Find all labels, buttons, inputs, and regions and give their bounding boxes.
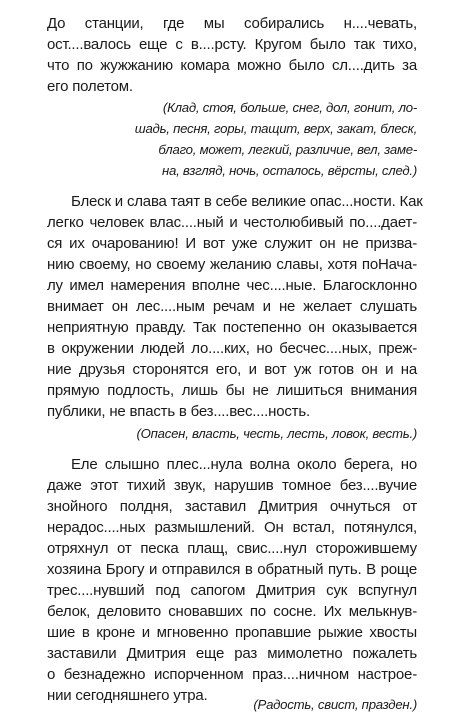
paragraph-2-line: в окружении людей ло....ких, но бесчес....ных, преж- xyxy=(47,340,417,357)
paragraph-3-line: трес....нувший под сапогом Дмитрия сук вспугнул xyxy=(47,582,417,599)
hint-line: (Клад, стоя, больше, снег, дол, гонит, ло- xyxy=(162,100,417,115)
paragraph-3-line: Еле слышно плес...нула волна около берега, но xyxy=(71,456,417,473)
paragraph-1-line: его полетом. xyxy=(47,78,133,95)
hint-line: шадь, песня, горы, тащит, верх, закат, блеск, xyxy=(134,121,417,136)
hint-line: благо, может, легкий, различие, вел, заме- xyxy=(158,142,417,157)
paragraph-2-line: публики, не впасть в без....вес....ность. xyxy=(47,403,310,420)
paragraph-1-line: ост....валось еще с в....рсту. Кругом было так тихо, xyxy=(47,36,417,53)
paragraph-3-line: хозяина Брогу и отправился в обратный путь. В роще xyxy=(47,561,417,578)
paragraph-3-line: нерадос....ных размышлений. Он встал, потянулся, xyxy=(47,519,417,536)
paragraph-2-line: неприятную правду. Так постепенно он оказывается xyxy=(47,319,417,336)
paragraph-3-line: заставили Дмитрия еще раз мимолетно пожалеть xyxy=(47,645,417,662)
paragraph-2-line: прямую подлость, лишь бы не лишиться внимания xyxy=(47,382,417,399)
hint-line: (Опасен, власть, честь, лесть, ловок, весть.) xyxy=(136,426,417,441)
paragraph-3-line: белок, деловито сновавших по сосне. Их мелькнув- xyxy=(47,603,417,620)
paragraph-2-line: нию своему, но своему желанию славы, хотя поНача- xyxy=(47,256,417,273)
paragraph-2-line: ние друзья сторонятся его, и вот уж готов он и на xyxy=(47,361,417,378)
hint-line: (Радость, свист, празден.) xyxy=(253,697,417,712)
paragraph-3-line: даже этот тихий звук, нарушив томное без....вучие xyxy=(47,477,417,494)
hint-line: на, взгляд, ночь, осталось, вёрсты, след.) xyxy=(162,163,417,178)
paragraph-3-line: нии сегодняшнего утра. xyxy=(47,687,208,704)
paragraph-2-line: внимает он лес....ным речам и не желает слушать xyxy=(47,298,417,315)
paragraph-2-line: легко человек влас....ный и честолюбивый по....дает- xyxy=(47,214,417,231)
paragraph-3-line: о безнадежно испорченном праз....ничном настрое- xyxy=(47,666,417,683)
paragraph-1-line: что по жужжанию комара можно было сл....дить за xyxy=(47,57,417,74)
paragraph-3-line: шие в кроне и мгновенно пропавшие рыжие хвосты xyxy=(47,624,417,641)
paragraph-3-line: знойного полдня, заставил Дмитрия очнуться от xyxy=(47,498,417,515)
paragraph-2-line: лу имел намерения вполне чес....ные. Благосклонно xyxy=(47,277,417,294)
paragraph-1-line: До станции, где мы собирались н....чевать, xyxy=(47,15,417,32)
paragraph-2-line: ся их очарованию! И вот уже служит он не призва- xyxy=(47,235,417,252)
paragraph-2-line: Блеск и слава таят в себе великие опас...ности. Как xyxy=(71,193,423,210)
paragraph-3-line: отряхнул от песка плащ, свис....нул сторожившему xyxy=(47,540,417,557)
